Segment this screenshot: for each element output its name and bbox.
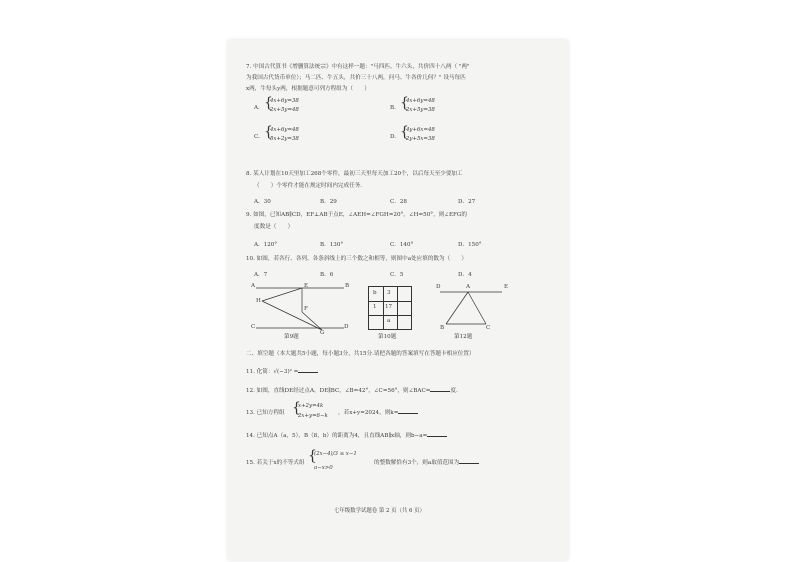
q7-option-d-label: D. <box>390 134 397 140</box>
q15-eq1: (2x−4)/3 ≤ x−1 <box>314 451 357 457</box>
q7-option-a-eq2: 2x+5y=48 <box>270 107 299 113</box>
q15-suffix: 的整数解恰有3个，则a取值范围为 <box>374 460 460 466</box>
q7-option-d-eq2: 2y+5x=38 <box>406 136 435 142</box>
fig9-label-c: C <box>251 324 256 330</box>
fig12-label-d: D <box>436 284 441 290</box>
fig12-label-c: C <box>486 325 491 331</box>
q15-suffix-line <box>374 460 479 467</box>
grid-cell: b <box>373 290 377 296</box>
q14-answer-blank[interactable] <box>427 436 447 437</box>
q9-line2: 度数是（ ） <box>254 224 294 230</box>
q15-prefix: 15. 若关于x的不等式组 <box>246 460 305 466</box>
q7-line1: 7. 中国古代算书《增删算法统宗》中有这样一题："马四匹、牛六头，共价四十八两（ "两" <box>246 64 470 70</box>
q8-option-b: B．29 <box>320 199 337 205</box>
q15-brace: { <box>308 448 317 464</box>
q13-eq1: x+2y=4k <box>298 403 324 409</box>
q10-line1: 10. 如图，若各行、各列、各条斜线上的三个数之和相等，则图中a处应填的数为（ ） <box>246 256 467 262</box>
q13-answer-blank[interactable] <box>398 413 418 414</box>
fig12-label-a: A <box>466 284 471 290</box>
fig12-label-b: B <box>440 325 445 331</box>
grid-cell: 3 <box>387 290 391 296</box>
q15-eq2: a−x>0 <box>314 465 333 471</box>
q12 <box>246 388 458 395</box>
q10-option-b: B．6 <box>320 272 334 278</box>
q8-line2: （ ）个零件才能在规定时间内完成任务. <box>254 183 363 189</box>
fig12-caption: 第12题 <box>454 334 473 340</box>
q12-text: 12. 如图，直线DE经过点A，DE∥BC，∠B=42°，∠C=56°，则∠BAC= <box>246 388 431 394</box>
page-footer: 七年级数学试题卷 第 2 页（共 6 页） <box>334 508 425 514</box>
q14 <box>246 433 447 440</box>
q7-option-d-eq1: 4y+6x=48 <box>406 127 435 133</box>
q9-line1: 9. 如图，已知AB∥CD，EF⊥AB于点E，∠AEH=∠FGH=20°，∠H=50°，则∠EFG的 <box>246 212 467 218</box>
fig9-label-f: F <box>304 306 308 312</box>
grid-cell-a: a <box>387 318 391 324</box>
exam-page <box>228 40 568 560</box>
q11-prefix: 11. 化简： <box>246 369 274 375</box>
q7-option-c-brace: { <box>264 124 273 140</box>
fig9-label-e: E <box>304 283 309 289</box>
fig12-label-e: E <box>504 284 509 290</box>
q7-option-a-eq1: 4x+6y=38 <box>270 98 299 104</box>
fig9-label-d: D <box>344 324 349 330</box>
q7-option-b-brace: { <box>400 95 409 111</box>
fig9-label-h: H <box>256 298 261 304</box>
q7-line3: x两，牛每头y两，根据题意可列方程组为（ ） <box>246 86 370 92</box>
section-2-heading: 二、填空题（本大题共5小题，每小题3分，共15分.请把各题的答案填写在答题卡相应位置） <box>246 351 475 357</box>
grid-cell: 17 <box>385 304 393 310</box>
q14-text: 14. 已知点A（a，5），B（8，b）的距离为4，且直线AB∥x轴，则b−a= <box>246 433 428 439</box>
q7-option-b-label: B. <box>390 105 396 111</box>
q8-option-c: C．28 <box>390 199 407 205</box>
q7-line2: 为我国古代货币单位）；马二匹、牛五头，共价三十八两，问马、牛各价几何？" 设马每匹 <box>246 75 466 81</box>
figure-10-grid <box>368 286 412 330</box>
q10-option-d: D．4 <box>458 272 472 278</box>
fig10-caption: 第10题 <box>378 334 397 340</box>
q7-option-b-eq2: 2x+5y=38 <box>406 107 435 113</box>
q9-option-c: C．140° <box>390 242 414 248</box>
q7-option-a-brace: { <box>264 95 273 111</box>
fig9-label-a: A <box>251 283 256 289</box>
fig9-label-b: B <box>345 283 350 289</box>
q11-answer-blank[interactable] <box>298 372 318 373</box>
grid-cell: 1 <box>373 304 377 310</box>
q12-suffix: 度. <box>450 388 458 394</box>
q9-option-d: D．150° <box>458 242 482 248</box>
q7-option-c-label: C. <box>254 134 260 140</box>
q12-answer-blank[interactable] <box>430 391 450 392</box>
fig9-caption: 第9题 <box>284 334 299 340</box>
q11-expression: √(−3)² = <box>273 369 299 375</box>
q7-option-d-brace: { <box>400 124 409 140</box>
q13-eq2: 2x+y=6−k <box>298 413 328 419</box>
q7-option-a-label: A. <box>254 105 260 111</box>
q15-answer-blank[interactable] <box>459 463 479 464</box>
q10-option-a: A．7 <box>254 272 268 278</box>
q7-option-b-eq1: 4x+6y=48 <box>406 98 435 104</box>
q8-line1: 8. 某人计划在10天里加工268个零件，最初三天里每天加工20个，以后每天至少要加工 <box>246 171 463 177</box>
q13-brace: { <box>292 400 301 416</box>
q8-option-a: A．30 <box>254 199 271 205</box>
q7-option-c-eq1: 4x+6y=48 <box>270 127 299 133</box>
q13-suffix-line <box>338 410 418 417</box>
q13-suffix: ，若x+y=2024，则k= <box>338 410 399 416</box>
q13-prefix: 13. 已知方程组 <box>246 410 285 416</box>
fig9-label-g: G <box>320 330 325 336</box>
q9-option-a: A．120° <box>254 242 278 248</box>
figure-9 <box>252 284 352 344</box>
q11 <box>246 369 318 376</box>
figure-12 <box>438 288 508 332</box>
q10-option-c: C．5 <box>390 272 404 278</box>
q8-option-d: D．27 <box>458 199 476 205</box>
q7-option-c-eq2: 5x+2y=38 <box>270 136 299 142</box>
q9-option-b: B．130° <box>320 242 344 248</box>
